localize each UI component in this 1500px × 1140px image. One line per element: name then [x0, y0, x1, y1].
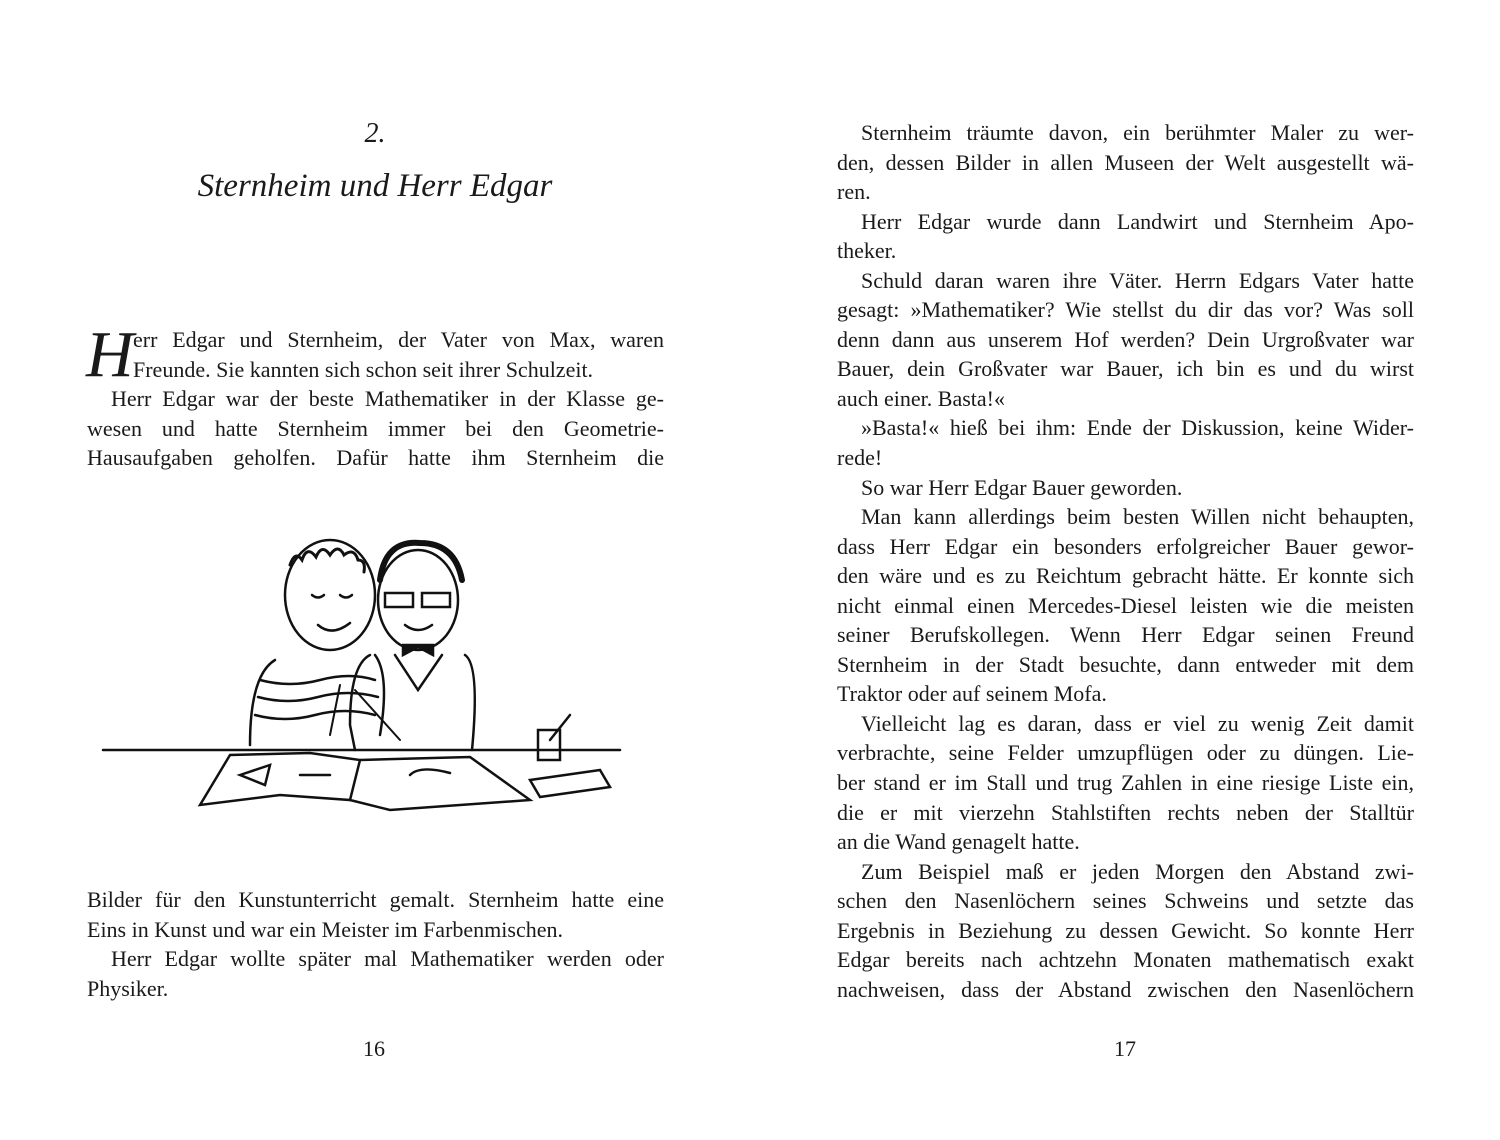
text-line: schen den Nasenlöchern seines Schweins und setzte das	[837, 888, 1414, 914]
text-line: err Edgar und Sternheim, der Vater von Max, waren	[133, 327, 664, 352]
text-line: Freunde. Sie kannten sich schon seit ihrer Schulzeit.	[133, 356, 594, 382]
text-line: So war Herr Edgar Bauer geworden.	[861, 474, 1183, 500]
text-line: nicht einmal einen Mercedes-Diesel leisten wie die meisten	[837, 592, 1414, 618]
text-line: Bilder für den Kunstunterricht gemalt. Sternheim hatte eine	[87, 887, 664, 912]
text-line: an die Wand genagelt hatte.	[837, 829, 1080, 855]
right-page	[750, 0, 1500, 1140]
text-line: Physiker.	[87, 975, 169, 1001]
chapter-number: 2.	[364, 118, 386, 149]
text-block-top	[87, 325, 664, 473]
drop-cap: H	[86, 318, 134, 391]
text-block	[837, 118, 1414, 1004]
text-line: Herr Edgar wurde dann Landwirt und Sternheim Apo-	[861, 208, 1414, 234]
text-block-bottom	[87, 885, 664, 1003]
text-line: Edgar bereits nach achtzehn Monaten mathematisch exakt	[837, 947, 1414, 973]
text-line: Hausaufgaben geholfen. Dafür hatte ihm Sternheim die	[87, 445, 664, 471]
paint-jar-and-palette	[530, 715, 610, 797]
boy-with-curly-hair	[250, 540, 384, 745]
text-line: denn dann aus unserem Hof werden? Dein Urgroßvater war	[837, 326, 1414, 352]
chapter-title: Sternheim und Herr Edgar	[197, 168, 553, 204]
text-line: Man kann allerdings beim besten Willen nicht behaupten,	[861, 504, 1414, 530]
text-line: Eins in Kunst und war ein Meister im Farbenmischen.	[87, 916, 563, 942]
page-number: 17	[1114, 1036, 1136, 1061]
text-line: dass Herr Edgar ein besonders erfolgreicher Bauer gewor-	[837, 533, 1414, 559]
text-line: nachweisen, dass der Abstand zwischen den Nasenlöchern	[837, 976, 1414, 1002]
text-line: den wäre und es zu Reichtum gebracht hätte. Er konnte sich	[837, 563, 1414, 589]
text-line: Schuld daran waren ihre Väter. Herrn Edgars Vater hatte	[861, 267, 1414, 293]
text-line: ber stand er im Stall und trug Zahlen in eine riesige Liste ein,	[837, 770, 1414, 796]
text-line: Traktor oder auf seinem Mofa.	[837, 681, 1107, 707]
text-line: Vielleicht lag es daran, dass er viel zu wenig Zeit damit	[861, 710, 1414, 736]
text-line: Ergebnis in Beziehung zu dessen Gewicht. So konnte Herr	[837, 917, 1414, 943]
text-line: wesen und hatte Sternheim immer bei den Geometrie-	[87, 415, 664, 441]
text-line: Bauer, dein Großvater war Bauer, ich bin es und du wirst	[837, 356, 1414, 382]
text-line: Herr Edgar war der beste Mathematiker in der Klasse ge-	[111, 386, 664, 412]
text-line: ren.	[837, 179, 871, 205]
text-line: Sternheim in der Stadt besuchte, dann entweder mit dem	[837, 651, 1414, 677]
page-number: 16	[363, 1036, 385, 1061]
illustration-two-boys-doing-homework	[100, 525, 625, 815]
text-line: rede!	[837, 445, 883, 471]
text-line: gesagt: »Mathematiker? Wie stellst du dir das vor? Was soll	[837, 297, 1414, 323]
text-line: verbrachte, seine Felder umzupflügen oder zu düngen. Lie-	[837, 740, 1414, 766]
text-line: »Basta!« hieß bei ihm: Ende der Diskussion, keine Wider-	[861, 415, 1414, 441]
text-line: Sternheim träumte davon, ein berühmter Maler zu wer-	[861, 120, 1414, 145]
text-line: seiner Berufskollegen. Wenn Herr Edgar seinen Freund	[837, 622, 1414, 648]
text-line: die er mit vierzehn Stahlstiften rechts neben der Stalltür	[837, 799, 1414, 825]
text-line: Zum Beispiel maß er jeden Morgen den Abstand zwi-	[861, 858, 1414, 884]
text-line: theker.	[837, 238, 897, 264]
open-books	[200, 685, 530, 810]
text-line: Herr Edgar wollte später mal Mathematiker werden oder	[111, 946, 664, 972]
boy-with-glasses	[350, 543, 475, 750]
text-line: den, dessen Bilder in allen Museen der Welt ausgestellt wä-	[837, 149, 1414, 175]
text-line: auch einer. Basta!«	[837, 385, 1005, 411]
